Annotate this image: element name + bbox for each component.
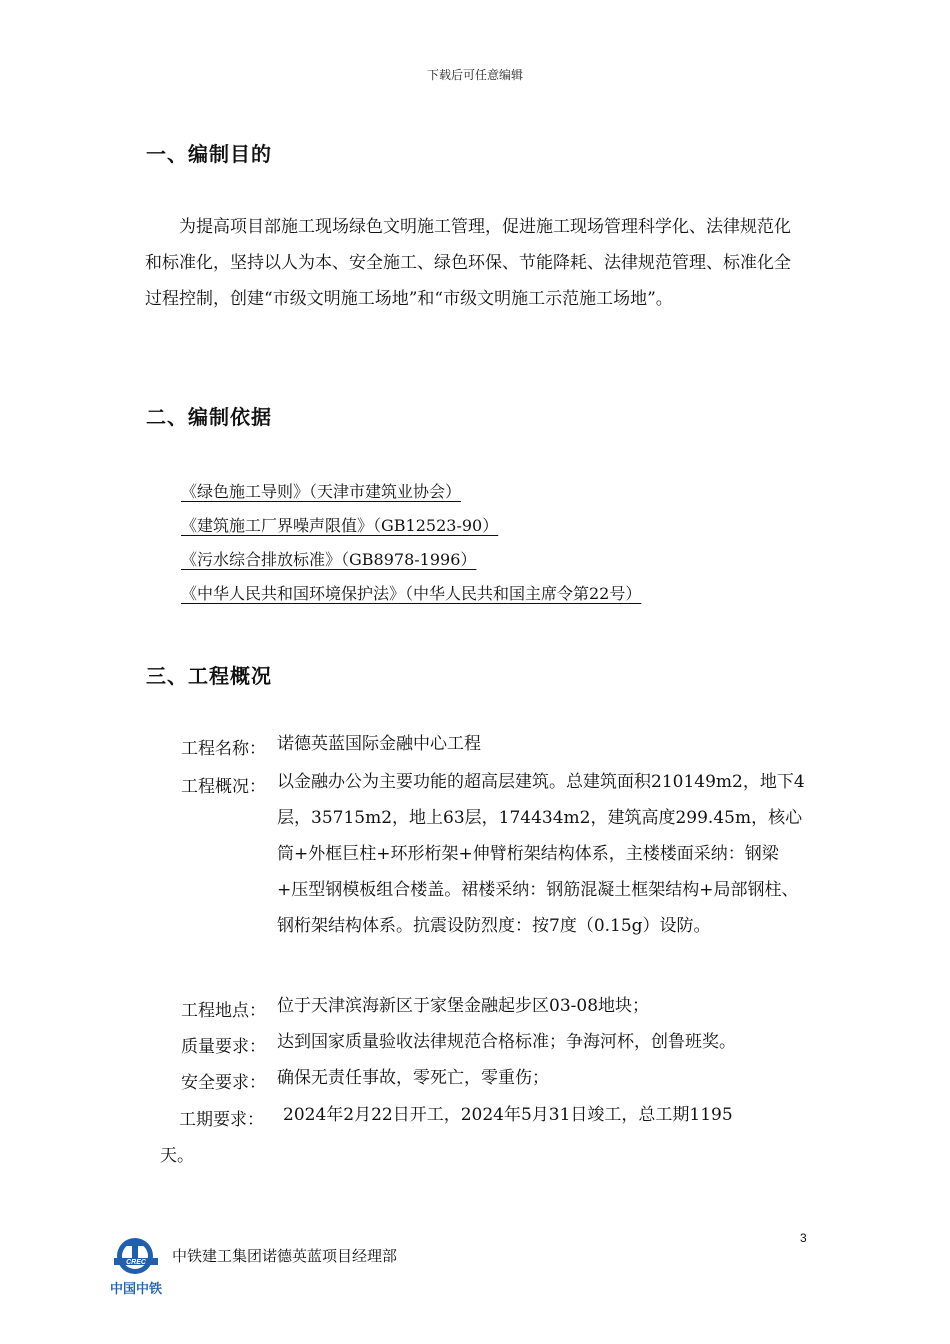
project-location-label: 工程地点： <box>181 1001 266 1021</box>
project-location-value: 位于天津滨海新区于家堡金融起步区03-08地块； <box>277 996 650 1016</box>
project-name-label: 工程名称： <box>181 739 266 759</box>
schedule-requirement-label: 工期要求： <box>179 1110 264 1130</box>
footer-company: 中铁建工集团诺德英蓝项目经理部 <box>172 1247 398 1265</box>
page-number: 3 <box>800 1231 807 1245</box>
reference-item[interactable]: 《建筑施工厂界噪声限值》（GB12523-90） <box>181 516 499 535</box>
safety-requirement-label: 安全要求： <box>181 1073 266 1093</box>
reference-item[interactable]: 《中华人民共和国环境保护法》（中华人民共和国主席令第22号） <box>181 584 642 603</box>
project-name-value: 诺德英蓝国际金融中心工程 <box>277 734 481 754</box>
section-title-overview: 三、工程概况 <box>146 664 272 688</box>
reference-item[interactable]: 《污水综合排放标准》（GB8978-1996） <box>181 550 477 569</box>
safety-requirement-value: 确保无责任事故，零死亡，零重伤； <box>277 1068 549 1088</box>
crec-logo <box>106 1236 172 1298</box>
schedule-requirement-value: 2024年2月22日开工，2024年5月31日竣工，总工期1195 <box>283 1105 733 1125</box>
quality-requirement-value: 达到国家质量验收法律规范合格标准；争海河杯，创鲁班奖。 <box>277 1032 736 1052</box>
reference-item[interactable]: 《绿色施工导则》（天津市建筑业协会） <box>181 482 462 501</box>
logo-caption: 中国中铁 <box>109 1282 163 1297</box>
logo-mark-text: CREC <box>126 1259 146 1266</box>
reference-list <box>181 480 641 616</box>
crec-logo-icon <box>106 1236 172 1298</box>
section-title-basis: 二、编制依据 <box>146 405 272 429</box>
project-overview-label: 工程概况： <box>181 777 266 797</box>
section-body-purpose <box>145 209 805 317</box>
header-note: 下载后可任意编辑 <box>426 68 523 82</box>
project-overview-value: 以金融办公为主要功能的超高层建筑。总建筑面积210149m2，地下4层，35715m2，地上63层，174434m2，建筑高度299.45m，核心筒+外框巨柱+环形桁架+伸臂桁架结构体系，主楼楼面采纳：钢梁+压型钢模板组合楼盖。裙楼采纳：钢筋混凝土框架结构+局部钢柱、钢桁架结构体系。抗震设防烈度：按7度（0.15g）设防。 <box>277 772 805 936</box>
purpose-text: 为提高项目部施工现场绿色文明施工管理，促进施工现场管理科学化、法律规范化和标准化，坚持以人为本、安全施工、绿色环保、节能降耗、法律规范管理、标准化全过程控制，创建“市级文明施工场地”和“市级文明施工示范施工场地”。 <box>145 217 791 309</box>
quality-requirement-label: 质量要求： <box>181 1037 266 1057</box>
schedule-tail: 天。 <box>160 1146 194 1166</box>
section-title-purpose: 一、编制目的 <box>146 142 272 166</box>
